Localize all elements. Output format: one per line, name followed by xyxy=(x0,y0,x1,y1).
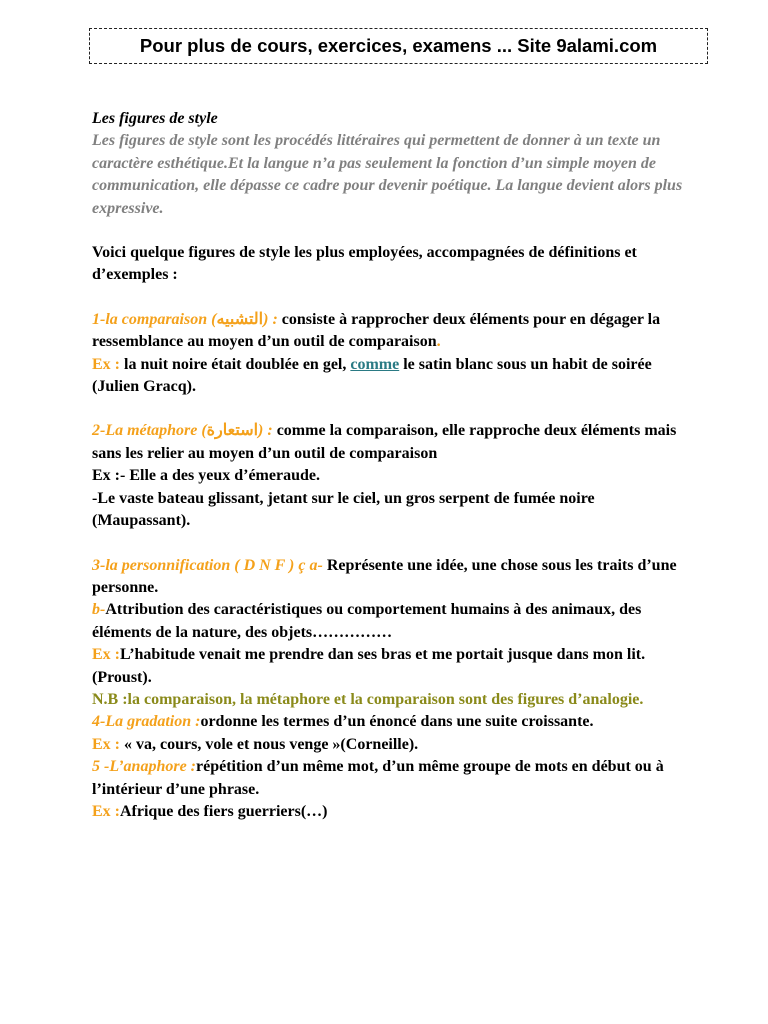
metaphore-heading-end: ) : xyxy=(258,422,277,440)
gradation-heading: 4-La gradation : xyxy=(92,713,201,731)
anaphore-heading: 5 -L’anaphore : xyxy=(92,758,196,776)
personnification-b-label: b- xyxy=(92,601,106,619)
gradation-example xyxy=(92,734,692,756)
metaphore-arabic: استعارة xyxy=(206,422,259,440)
comme-link[interactable]: comme xyxy=(350,355,400,373)
comparaison-ex-before: la nuit noire était doublée en gel, xyxy=(124,355,351,373)
section-title: Les figures de style xyxy=(92,110,218,127)
comparaison-period: . xyxy=(436,333,441,351)
metaphore-heading: 2-La métaphore ( xyxy=(92,422,207,440)
metaphore-example-2: -Le vaste bateau glissant, jetant sur le ciel, un gros serpent de fumée noire (Maupassant). xyxy=(92,489,595,530)
gradation-ex-text: « va, cours, vole et nous venge »(Corneille). xyxy=(124,735,419,753)
anaphore-definition: répétition d’un même mot, d’un même groupe de mots en début ou à l’intérieur d’une phrase. xyxy=(92,758,664,798)
gradation-ex-label: Ex : xyxy=(92,735,124,753)
metaphore-block xyxy=(92,420,692,465)
nota-bene: N.B :la comparaison, la métaphore et la comparaison sont des figures d’analogie. xyxy=(92,690,644,708)
personnification-example xyxy=(92,644,692,689)
personnification-ex-label: Ex : xyxy=(92,646,120,664)
comparaison-example xyxy=(92,354,692,399)
comparaison-ex-after: le satin blanc sous un habit de soirée (Julien Gracq). xyxy=(92,355,652,396)
personnification-ex-text: L’habitude venait me prendre dan ses bras et me portait jusque dans mon lit.(Proust). xyxy=(92,646,646,686)
anaphore-example xyxy=(92,801,692,823)
lead-paragraph: Voici quelque figures de style les plus employées, accompagnées de définitions et d’exemples : xyxy=(92,244,637,284)
comparaison-definition: consiste à rapprocher deux éléments pour en dégager la ressemblance au moyen d’un outil de comparaison xyxy=(92,310,661,351)
comparaison-block xyxy=(92,309,692,354)
anaphore-block xyxy=(92,756,692,801)
site-banner xyxy=(89,28,708,64)
comparaison-arabic: التشبيه xyxy=(216,310,264,328)
personnification-definition: Représente une idée, une chose sous les traits d’une personne. xyxy=(92,556,677,596)
site-banner-text: Pour plus de cours, exercices, examens ... Site 9alami.com xyxy=(139,35,658,56)
personnification-block xyxy=(92,555,692,600)
personnification-b xyxy=(92,599,692,644)
personnification-b-text: Attribution des caractéristiques ou comportement humains à des animaux, des éléments de la nature, des objets…………… xyxy=(92,601,642,641)
comparaison-heading: 1-la comparaison ( xyxy=(92,310,217,328)
comparaison-heading-end: ) : xyxy=(263,310,282,328)
metaphore-example-1: Ex :- Elle a des yeux d’émeraude. xyxy=(92,467,320,485)
anaphore-ex-text: Afrique des fiers guerriers(…) xyxy=(120,802,328,820)
gradation-block xyxy=(92,711,692,733)
comparaison-ex-label: Ex : xyxy=(92,355,124,373)
gradation-definition: ordonne les termes d’un énoncé dans une suite croissante. xyxy=(200,713,594,731)
personnification-heading: 3-la personnification ( D N F ) ç a- xyxy=(92,556,327,574)
intro-paragraph: Les figures de style sont les procédés littéraires qui permettent de donner à un texte un caractère esthétique.Et la langue n’a pas seulement la fonction d’un simple moyen de communication, elle dépasse ce cadre pour devenir poétique. La langue devient alors plus expressive. xyxy=(92,132,683,217)
document-body xyxy=(92,108,692,823)
anaphore-ex-label: Ex : xyxy=(92,802,120,820)
metaphore-definition: comme la comparaison, elle rapproche deux éléments mais sans les relier au moyen d’un outil de comparaison xyxy=(92,422,677,462)
